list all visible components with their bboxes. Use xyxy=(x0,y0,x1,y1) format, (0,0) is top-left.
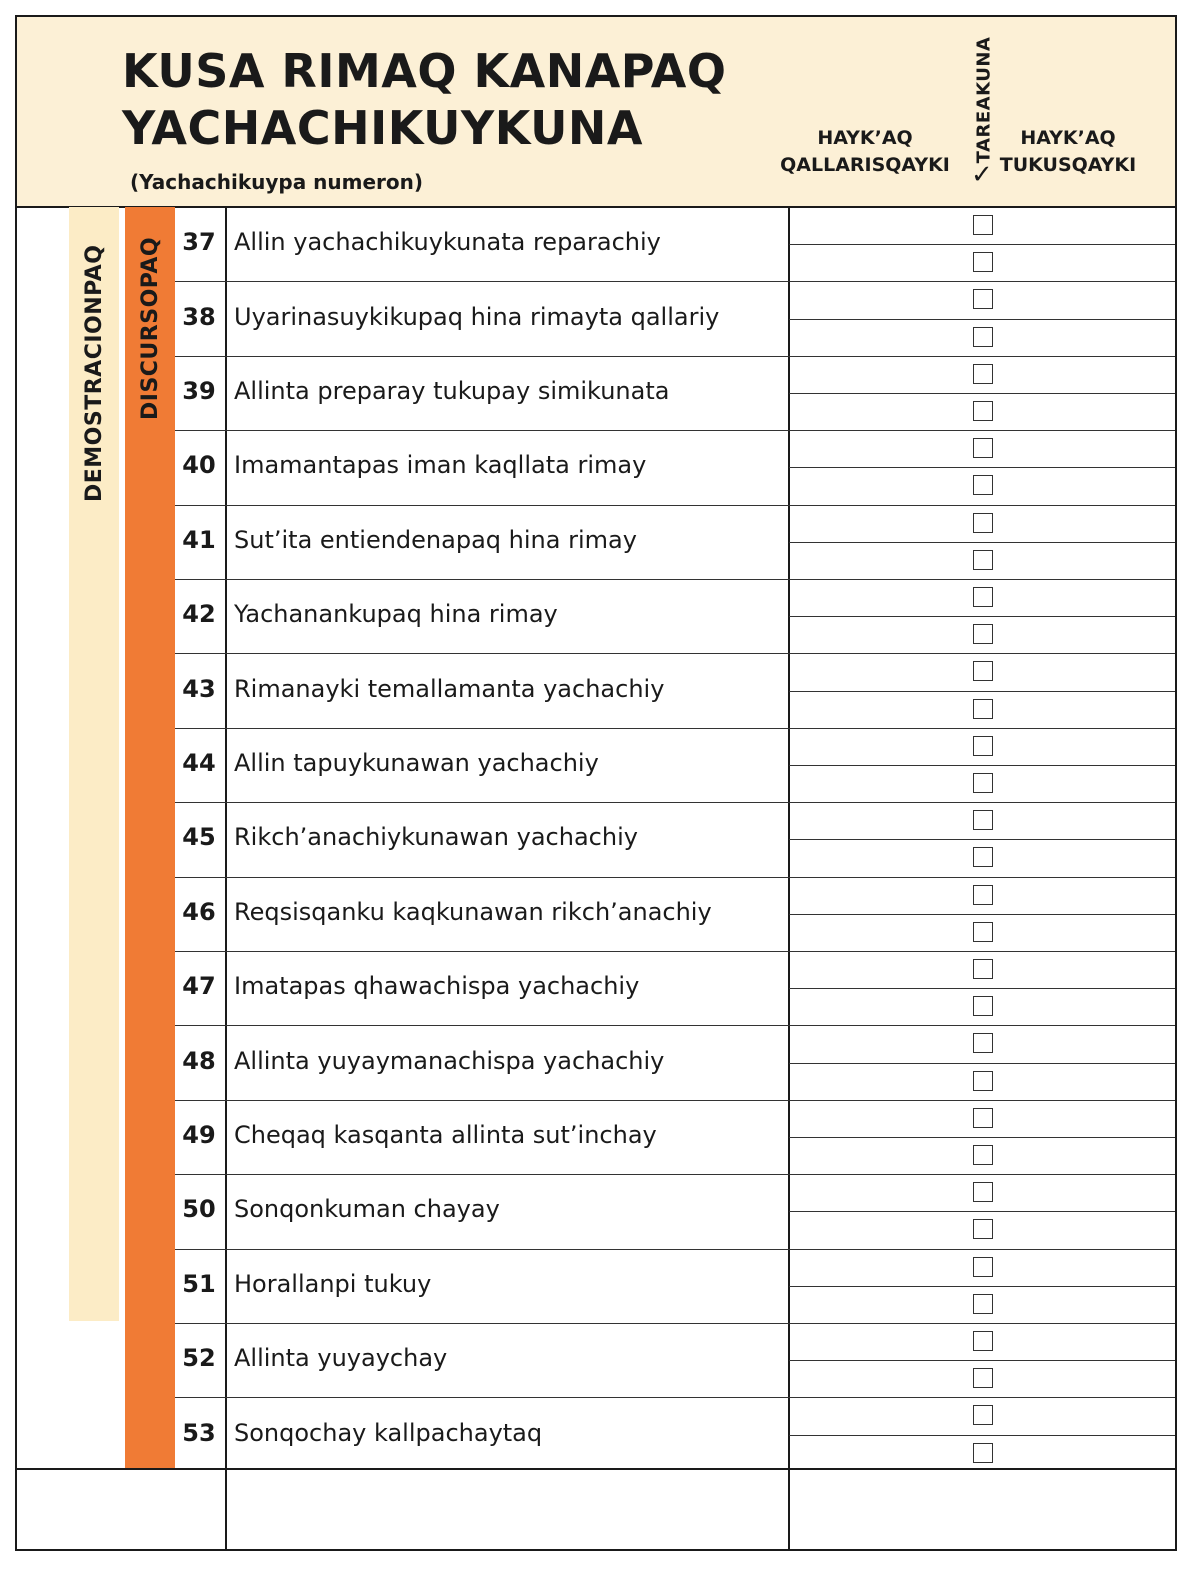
task-checkbox-2[interactable] xyxy=(973,773,993,793)
row-half-divider xyxy=(789,1286,1175,1287)
task-checkbox-1[interactable] xyxy=(973,1331,993,1351)
column-header-tasks-label: TAREAKUNA xyxy=(973,36,995,164)
row-divider xyxy=(175,1323,1175,1324)
task-checkbox-2[interactable] xyxy=(973,401,993,421)
column-header-end-line2: TUKUSQAYKI xyxy=(999,154,1137,176)
task-checkbox-2[interactable] xyxy=(973,1219,993,1239)
row-half-divider xyxy=(789,839,1175,840)
task-checkbox-2[interactable] xyxy=(973,327,993,347)
task-checkbox-2[interactable] xyxy=(973,1443,993,1463)
lesson-number: 49 xyxy=(182,1121,216,1149)
task-checkbox-1[interactable] xyxy=(973,438,993,458)
lesson-number: 50 xyxy=(182,1195,216,1224)
task-checkbox-2[interactable] xyxy=(973,252,993,272)
lesson-title: Allinta yuyaychay xyxy=(234,1344,448,1373)
row-divider xyxy=(175,430,1175,431)
form-title xyxy=(122,43,727,157)
lesson-number: 51 xyxy=(182,1269,216,1298)
lesson-number: 42 xyxy=(182,600,216,629)
lesson-title: Horallanpi tukuy xyxy=(234,1269,432,1298)
row-divider xyxy=(175,728,1175,729)
discurso-label: DISCURSOPAQ xyxy=(138,236,163,420)
form-header xyxy=(17,17,1175,208)
column-header-start-line1: HAYK’AQ xyxy=(817,127,913,149)
row-divider xyxy=(175,653,1175,654)
column-header-end xyxy=(993,125,1143,179)
lesson-title: Allinta yuyaymanachispa yachachiy xyxy=(234,1046,665,1075)
lesson-title: Imamantapas iman kaqllata rimay xyxy=(234,451,647,480)
lesson-number: 44 xyxy=(182,749,216,777)
row-divider xyxy=(175,1249,1175,1250)
row-half-divider xyxy=(789,691,1175,692)
lesson-number: 43 xyxy=(182,674,216,703)
row-divider xyxy=(175,1174,1175,1175)
row-divider xyxy=(175,579,1175,580)
row-half-divider xyxy=(789,1360,1175,1361)
lesson-title: Cheqaq kasqanta allinta sut’inchay xyxy=(234,1121,657,1149)
lesson-title: Sut’ita entiendenapaq hina rimay xyxy=(234,525,637,554)
row-divider xyxy=(175,281,1175,282)
task-checkbox-1[interactable] xyxy=(973,1182,993,1202)
lesson-title: Sonqochay kallpachaytaq xyxy=(234,1418,543,1447)
task-checkbox-1[interactable] xyxy=(973,215,993,235)
lesson-number: 53 xyxy=(182,1418,216,1447)
task-checkbox-2[interactable] xyxy=(973,1368,993,1388)
lesson-number: 48 xyxy=(182,1046,216,1075)
row-half-divider xyxy=(789,1137,1175,1138)
lesson-title: Allin tapuykunawan yachachiy xyxy=(234,749,599,777)
lesson-number: 46 xyxy=(182,897,216,926)
row-half-divider xyxy=(789,393,1175,394)
row-half-divider xyxy=(789,914,1175,915)
lesson-title: Allin yachachikuykunata reparachiy xyxy=(234,228,661,257)
task-checkbox-1[interactable] xyxy=(973,661,993,681)
table-bottom-line xyxy=(17,1468,1175,1470)
divider-text-dates xyxy=(788,207,790,1549)
lesson-number: 41 xyxy=(182,525,216,554)
lesson-title: Allinta preparay tukupay simikunata xyxy=(234,377,670,405)
lesson-title: Reqsisqanku kaqkunawan rikch’anachiy xyxy=(234,897,712,926)
lesson-title: Yachanankupaq hina rimay xyxy=(234,600,558,629)
task-checkbox-2[interactable] xyxy=(973,922,993,942)
task-checkbox-2[interactable] xyxy=(973,996,993,1016)
task-checkbox-1[interactable] xyxy=(973,364,993,384)
lesson-title: Sonqonkuman chayay xyxy=(234,1195,500,1224)
lesson-title: Uyarinasuykikupaq hina rimayta qallariy xyxy=(234,302,720,331)
task-checkbox-1[interactable] xyxy=(973,1257,993,1277)
task-checkbox-1[interactable] xyxy=(973,513,993,533)
task-checkbox-2[interactable] xyxy=(973,1071,993,1091)
lesson-number: 40 xyxy=(182,451,216,480)
task-checkbox-1[interactable] xyxy=(973,1108,993,1128)
task-checkbox-2[interactable] xyxy=(973,847,993,867)
row-half-divider xyxy=(789,1211,1175,1212)
task-checkbox-2[interactable] xyxy=(973,699,993,719)
row-half-divider xyxy=(789,988,1175,989)
row-half-divider xyxy=(789,319,1175,320)
column-header-start-line2: QALLARISQAYKI xyxy=(780,154,950,176)
form-subtitle: (Yachachikuypa numeron) xyxy=(130,170,424,194)
title-line-2: YACHACHIKUYKUNA xyxy=(122,101,644,155)
lesson-title: Rikch’anachiykunawan yachachiy xyxy=(234,823,638,852)
title-line-1: KUSA RIMAQ KANAPAQ xyxy=(122,44,727,98)
row-half-divider xyxy=(789,616,1175,617)
task-checkbox-1[interactable] xyxy=(973,1405,993,1425)
row-half-divider xyxy=(789,1063,1175,1064)
task-checkbox-1[interactable] xyxy=(973,289,993,309)
task-checkbox-1[interactable] xyxy=(973,1033,993,1053)
row-half-divider xyxy=(789,765,1175,766)
divider-number-text xyxy=(225,207,227,1549)
row-divider xyxy=(175,951,1175,952)
task-checkbox-1[interactable] xyxy=(973,885,993,905)
lesson-number: 47 xyxy=(182,972,216,1001)
row-half-divider xyxy=(789,244,1175,245)
row-divider xyxy=(175,802,1175,803)
row-half-divider xyxy=(789,542,1175,543)
row-divider xyxy=(175,1025,1175,1026)
task-checkbox-2[interactable] xyxy=(973,1294,993,1314)
task-checkbox-1[interactable] xyxy=(973,736,993,756)
task-checkbox-1[interactable] xyxy=(973,587,993,607)
task-checkbox-1[interactable] xyxy=(973,959,993,979)
row-divider xyxy=(175,505,1175,506)
row-divider xyxy=(175,877,1175,878)
task-checkbox-2[interactable] xyxy=(973,475,993,495)
task-checkbox-1[interactable] xyxy=(973,810,993,830)
row-divider xyxy=(175,356,1175,357)
lesson-number: 38 xyxy=(182,302,216,331)
lesson-number: 45 xyxy=(182,823,216,852)
row-divider xyxy=(175,1100,1175,1101)
checkmark-icon: ✓ xyxy=(971,160,993,190)
column-header-start xyxy=(775,125,955,179)
row-half-divider xyxy=(789,467,1175,468)
lesson-number: 39 xyxy=(182,377,216,405)
task-checkbox-2[interactable] xyxy=(973,624,993,644)
lesson-title: Rimanayki temallamanta yachachiy xyxy=(234,674,665,703)
task-checkbox-2[interactable] xyxy=(973,1145,993,1165)
row-half-divider xyxy=(789,1435,1175,1436)
row-divider xyxy=(175,1397,1175,1398)
lesson-number: 37 xyxy=(182,228,216,257)
lesson-number: 52 xyxy=(182,1344,216,1373)
lesson-title: Imatapas qhawachispa yachachiy xyxy=(234,972,640,1001)
column-header-end-line1: HAYK’AQ xyxy=(1020,127,1116,149)
demostracion-label: DEMOSTRACIONPAQ xyxy=(82,244,107,502)
task-checkbox-2[interactable] xyxy=(973,550,993,570)
